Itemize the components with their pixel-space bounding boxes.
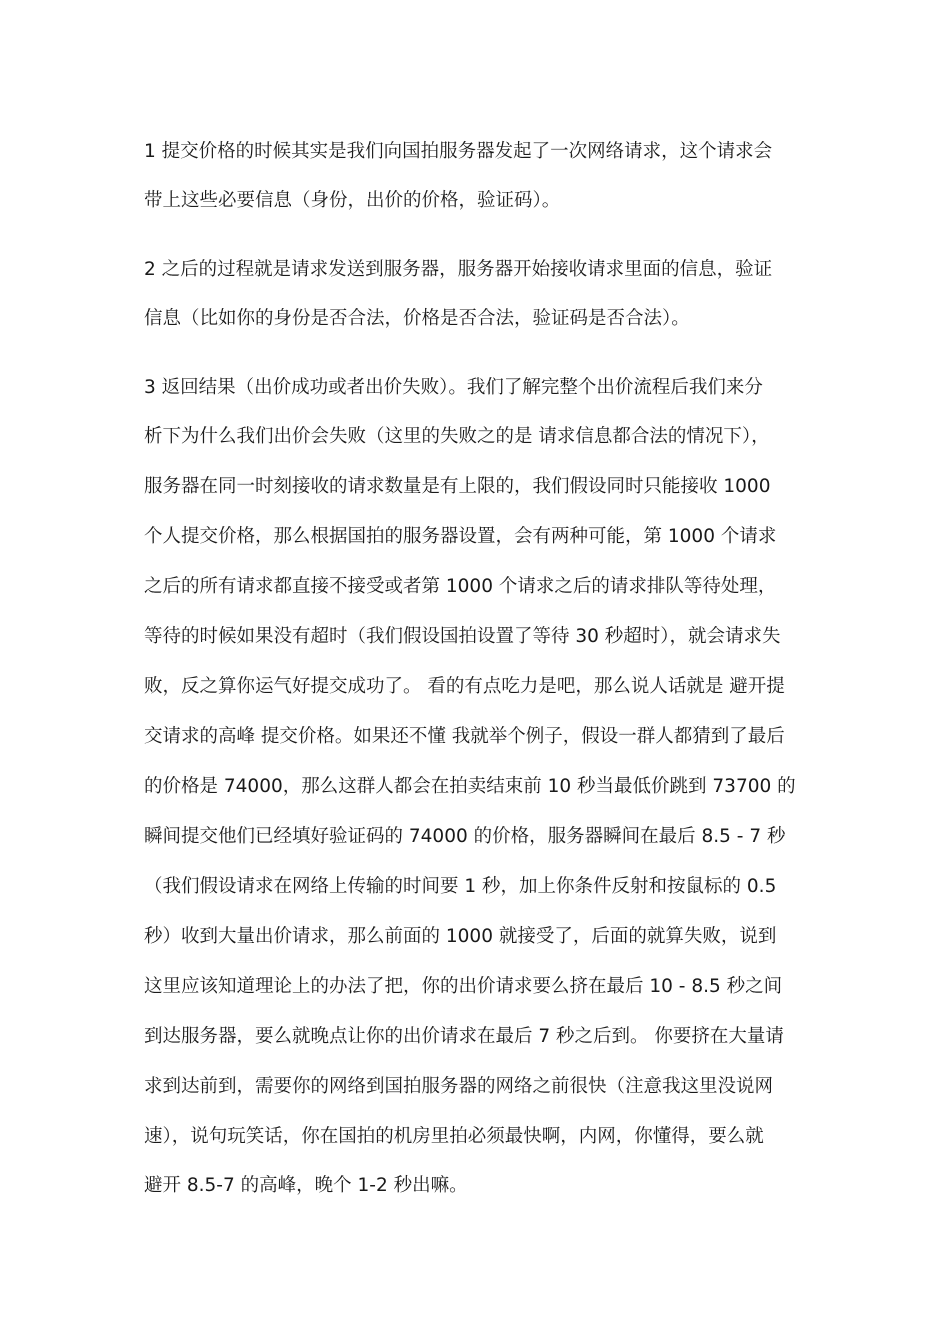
paragraph-3-line-8: 交请求的高峰 提交价格。如果还不懂 我就举个例子，假设一群人都猜到了最后	[144, 726, 785, 747]
paragraph-3-line-9: 的价格是 74000，那么这群人都会在拍卖结束前 10 秒当最低价跳到 73700 的	[144, 776, 796, 797]
paragraph-3-line-10: 瞬间提交他们已经填好验证码的 74000 的价格，服务器瞬间在最后 8.5 - 7 秒	[144, 826, 786, 847]
paragraph-3-line-16: 速），说句玩笑话，你在国拍的机房里拍必须最快啊，内网，你懂得，要么就	[144, 1126, 764, 1147]
paragraph-3-line-12: 秒）收到大量出价请求，那么前面的 1000 就接受了，后面的就算失败，说到	[144, 926, 777, 947]
paragraph-3-line-2: 析下为什么我们出价会失败（这里的失败之的是 请求信息都合法的情况下），	[144, 426, 770, 447]
paragraph-3-line-14: 到达服务器，要么就晚点让你的出价请求在最后 7 秒之后到。 你要挤在大量请	[144, 1026, 784, 1047]
paragraph-1-line-1: 1 提交价格的时候其实是我们向国拍服务器发起了一次网络请求，这个请求会	[144, 141, 773, 162]
paragraph-3-line-13: 这里应该知道理论上的办法了把，你的出价请求要么挤在最后 10 - 8.5 秒之间	[144, 976, 783, 997]
paragraph-3-line-5: 之后的所有请求都直接不接受或者第 1000 个请求之后的请求排队等待处理，	[144, 576, 777, 597]
paragraph-3-line-11: （我们假设请求在网络上传输的时间要 1 秒，加上你条件反射和按鼠标的 0.5	[144, 876, 777, 897]
paragraph-2-line-1: 2 之后的过程就是请求发送到服务器，服务器开始接收请求里面的信息，验证	[144, 259, 773, 280]
paragraph-3-line-1: 3 返回结果（出价成功或者出价失败）。我们了解完整个出价流程后我们来分	[144, 377, 763, 398]
paragraph-3-line-7: 败，反之算你运气好提交成功了。 看的有点吃力是吧，那么说人话就是 避开提	[144, 676, 785, 697]
paragraph-1-line-2: 带上这些必要信息（身份，出价的价格，验证码）。	[144, 190, 561, 211]
paragraph-3-line-4: 个人提交价格，那么根据国拍的服务器设置，会有两种可能，第 1000 个请求	[144, 526, 777, 547]
paragraph-3-line-17: 避开 8.5-7 的高峰，晚个 1-2 秒出嘛。	[144, 1175, 468, 1196]
paragraph-2-line-2: 信息（比如你的身份是否合法，价格是否合法，验证码是否合法）。	[144, 308, 690, 329]
paragraph-3-line-3: 服务器在同一时刻接收的请求数量是有上限的，我们假设同时只能接收 1000	[144, 476, 771, 497]
paragraph-3-line-15: 求到达前到，需要你的网络到国拍服务器的网络之前很快（注意我这里没说网	[144, 1076, 774, 1097]
paragraph-3-line-6: 等待的时候如果没有超时（我们假设国拍设置了等待 30 秒超时），就会请求失	[144, 626, 781, 647]
